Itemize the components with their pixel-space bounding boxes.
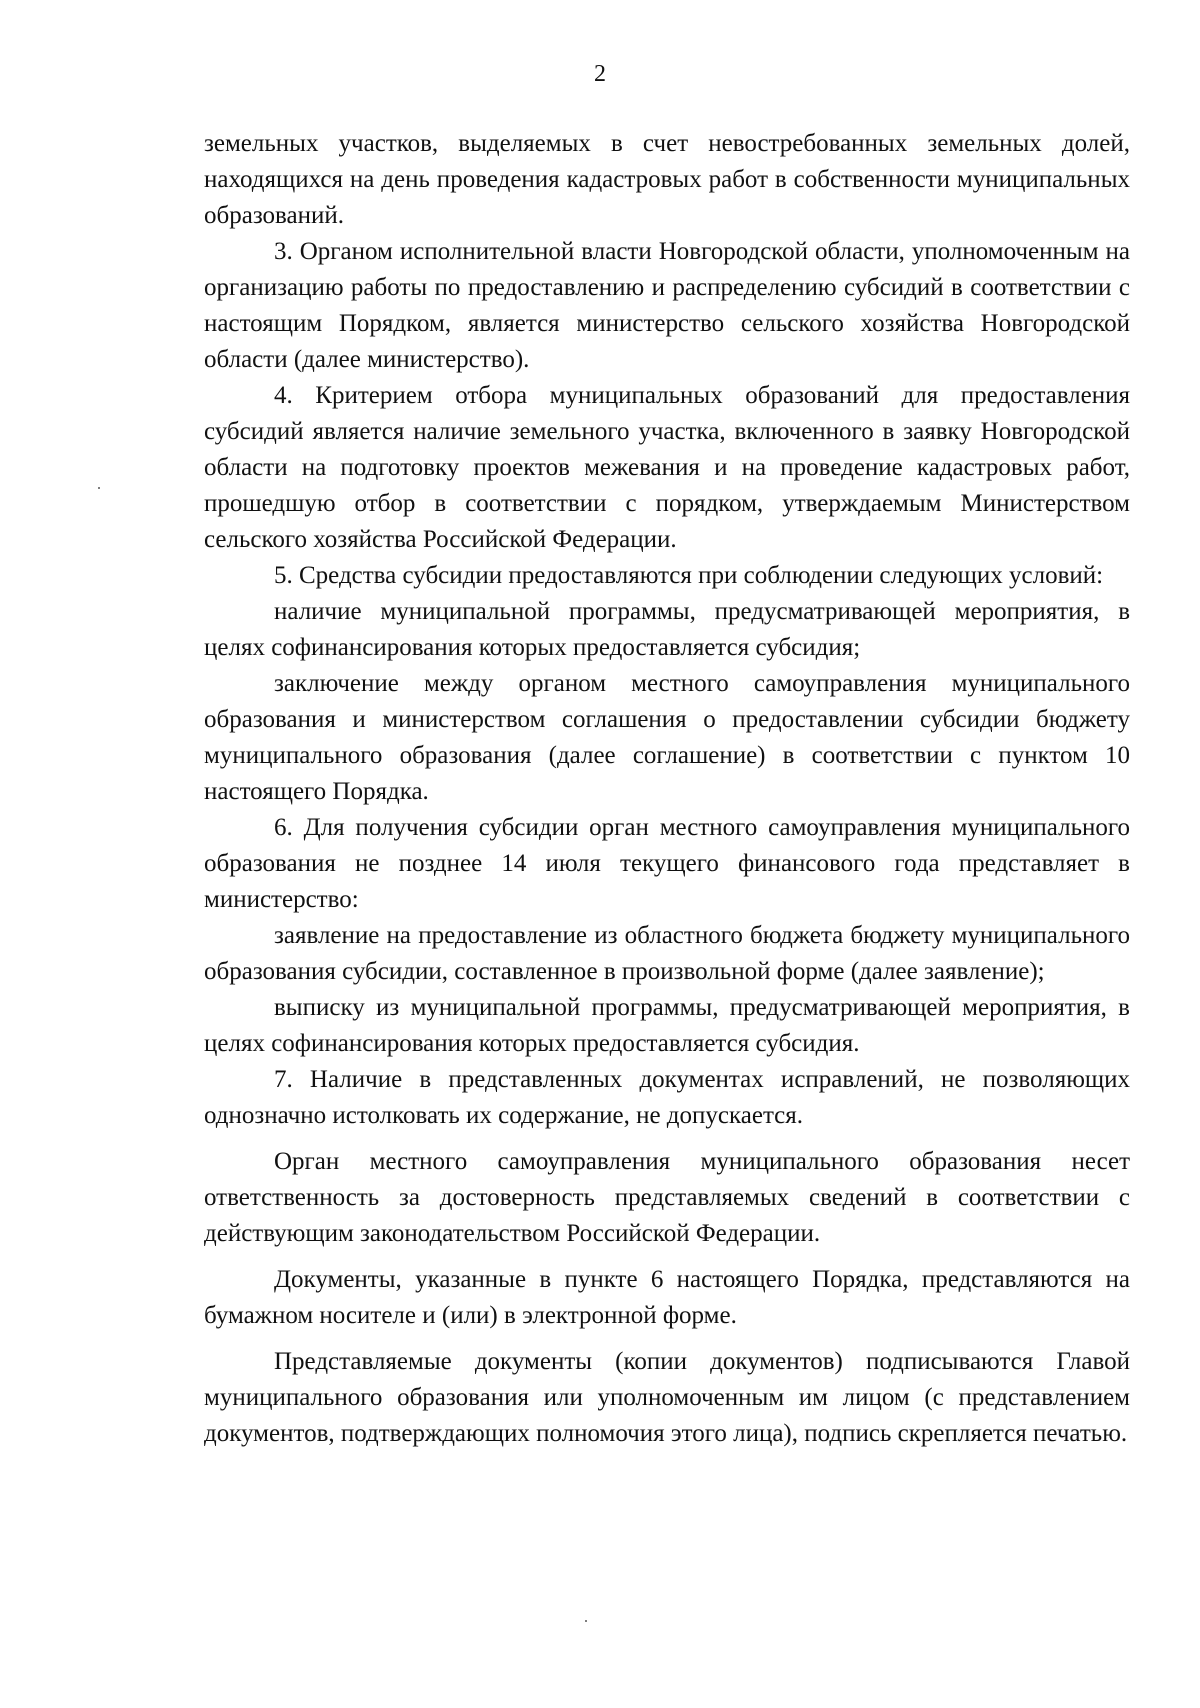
paragraph-condition-program: наличие муниципальной программы, предусматривающей мероприятия, в целях софинансирования которых предоставляется субсидия; [204, 598, 1130, 661]
paragraph-item-5: 5. Средства субсидии предоставляются при соблюдении следующих условий: [274, 562, 1104, 589]
paragraph-item-4: 4. Критерием отбора муниципальных образований для предоставления субсидий является наличие земельного участка, включенного в заявку Новгородской области на подготовку проектов межевания и на проведение кадастровых работ, прошедшую отбор в соответствии с порядком, утверждаемым Министерством сельского хозяйства Российской Федерации. [204, 382, 1130, 553]
paragraph-signature: Представляемые документы (копии документов) подписываются Главой муниципального образования или уполномоченным им лицом (с представлением документов, подтверждающих полномочия этого лица), подпись скрепляется печатью. [204, 1348, 1130, 1447]
paragraph-application: заявление на предоставление из областного бюджета бюджету муниципального образования субсидии, составленное в произвольной форме (далее заявление); [204, 922, 1130, 985]
paragraph-document-format: Документы, указанные в пункте 6 настоящего Порядка, представляются на бумажном носителе и (или) в электронной форме. [204, 1266, 1130, 1329]
page-number: 2 [594, 61, 606, 87]
paragraph-continuation: земельных участков, выделяемых в счет невостребованных земельных долей, находящихся на день проведения кадастровых работ в собственности муниципальных образований. [204, 130, 1130, 229]
scan-speck [98, 487, 100, 489]
paragraph-item-3: 3. Органом исполнительной власти Новгородской области, уполномоченным на организацию работы по предоставлению и распределению субсидий в соответствии с настоящим Порядком, является министерство сельского хозяйства Новгородской области (далее министерство). [204, 238, 1130, 373]
paragraph-responsibility: Орган местного самоуправления муниципального образования несет ответственность за достоверность представляемых сведений в соответствии с действующим законодательством Российской Федерации. [204, 1148, 1130, 1247]
paragraph-item-7: 7. Наличие в представленных документах исправлений, не позволяющих однозначно истолковать их содержание, не допускается. [204, 1066, 1130, 1129]
scan-speck [585, 1620, 587, 1622]
paragraph-item-6: 6. Для получения субсидии орган местного самоуправления муниципального образования не позднее 14 июля текущего финансового года представляет в министерство: [204, 814, 1130, 913]
document-body [204, 126, 1130, 1452]
paragraph-program-extract: выписку из муниципальной программы, предусматривающей мероприятия, в целях софинансирования которых предоставляется субсидия. [204, 994, 1130, 1057]
paragraph-condition-agreement: заключение между органом местного самоуправления муниципального образования и министерством соглашения о предоставлении субсидии бюджету муниципального образования (далее соглашение) в соответствии с пунктом 10 настоящего Порядка. [204, 670, 1130, 805]
